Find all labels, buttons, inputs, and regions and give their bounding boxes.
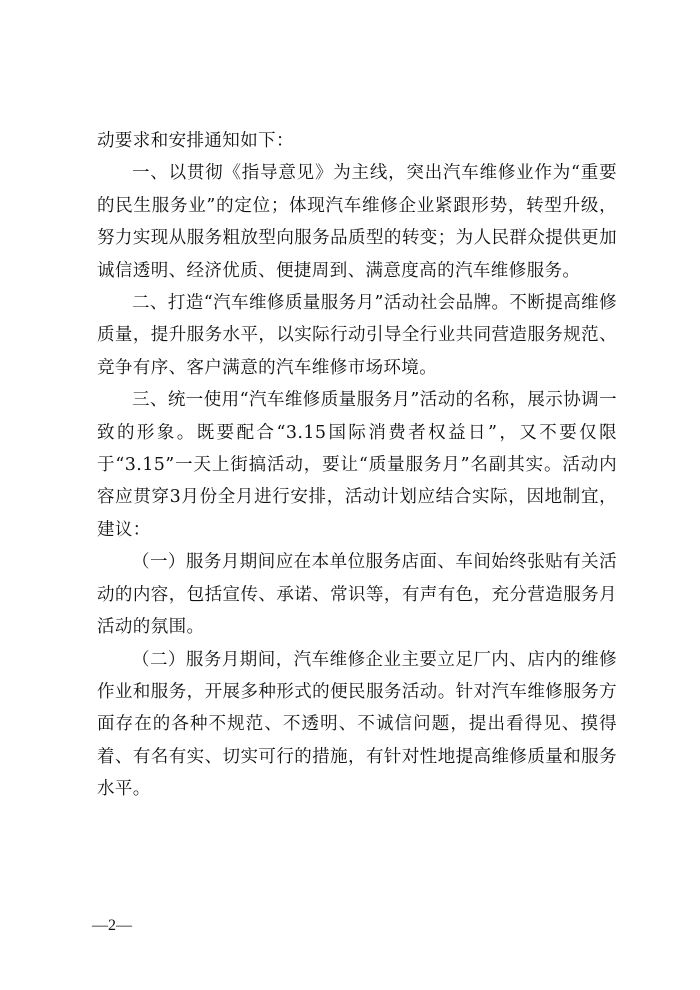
page-number: —2— [92,917,132,934]
paragraph-subitem-2: （二）服务月期间，汽车维修企业主要立足厂内、店内的维修作业和服务，开展多种形式的便民服务活动。针对汽车维修服务方面存在的各种不规范、不透明、不诚信问题，提出看得见、摸得着、有名有实、切实可行的措施，有针对性地提高维修质量和服务水平。 [97,649,617,800]
paragraph-item-2: 二、打造“汽车维修质量服务月”活动社会品牌。不断提高维修质量，提升服务水平，以实际行动引导全行业共同营造服务规范、竞争有序、客户满意的汽车维修市场环境。 [97,293,617,378]
paragraph-item-3: 三、统一使用“汽车维修质量服务月”活动的名称，展示协调一致的形象。既要配合“3.15国际消费者权益日”，又不要仅限于“3.15”一天上街搞活动，要让“质量服务月”名副其实。活动内容应贯穿3月份全月进行安排，活动计划应结合实际，因地制宜，建议： [97,390,617,540]
paragraph-continuation: 动要求和安排通知如下： [97,131,294,151]
document-body [97,125,617,806]
paragraph-item-1: 一、以贯彻《指导意见》为主线，突出汽车维修业作为“重要的民生服务业”的定位；体现汽车维修企业紧跟形势，转型升级，努力实现从服务粗放型向服务品质型的转变；为人民群众提供更加诚信透明、经济优质、便捷周到、满意度高的汽车维修服务。 [97,163,617,281]
paragraph-subitem-1: （一）服务月期间应在本单位服务店面、车间始终张贴有关活动的内容，包括宣传、承诺、常识等，有声有色，充分营造服务月活动的氛围。 [97,552,617,638]
